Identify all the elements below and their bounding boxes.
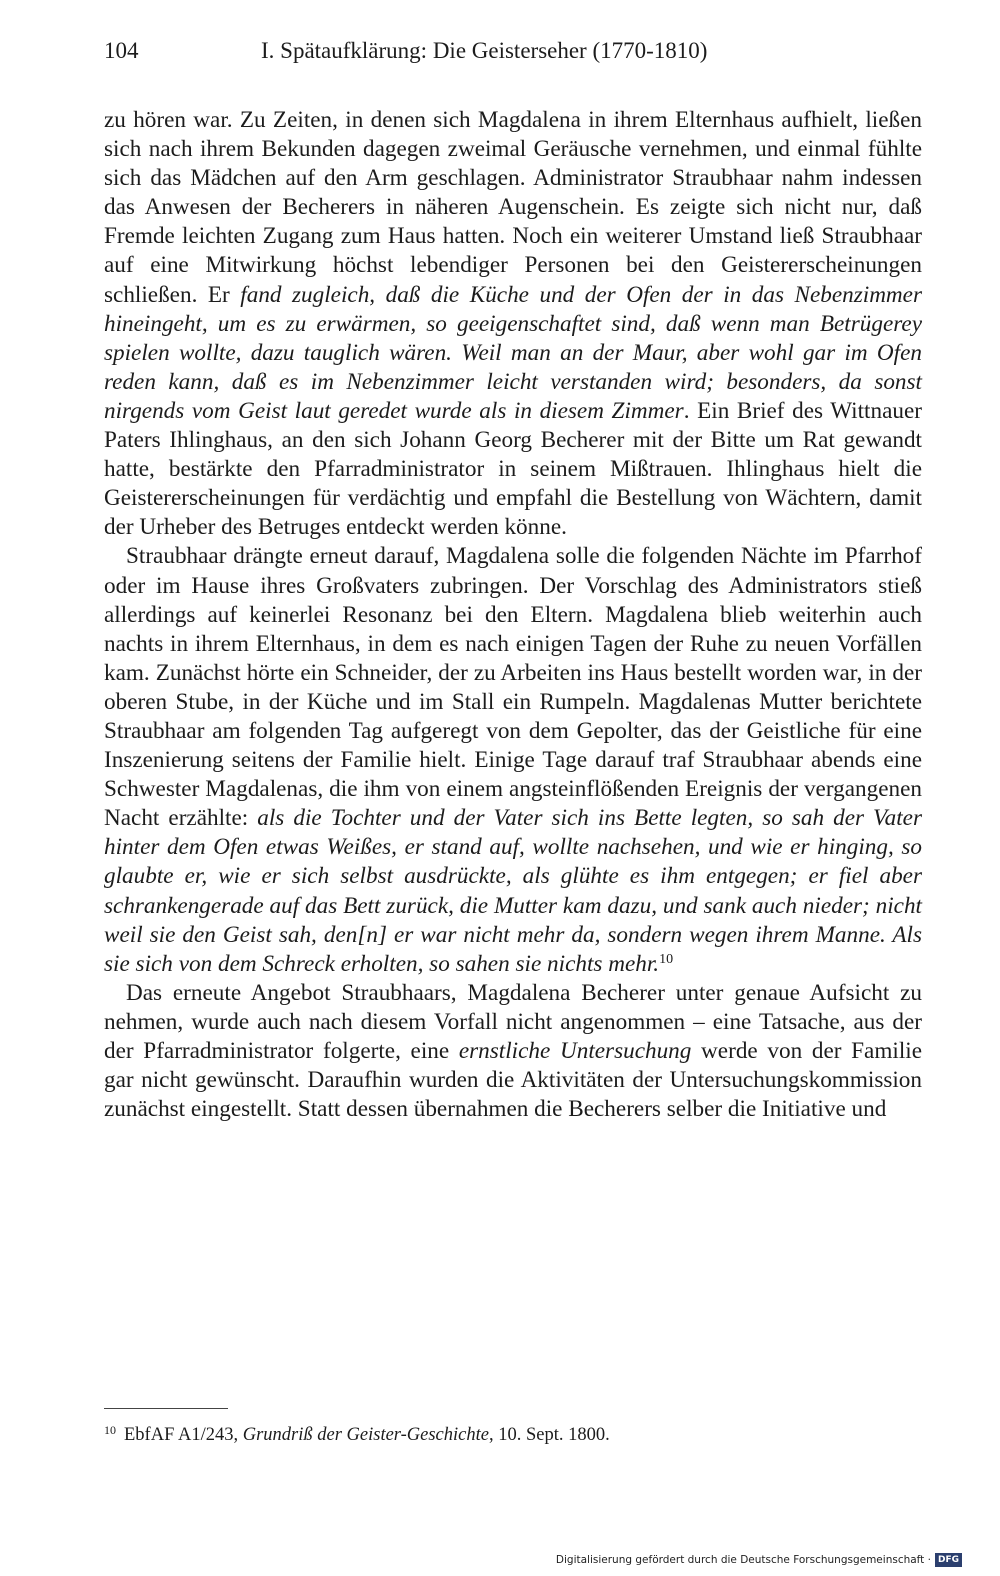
footnote: [104, 1418, 922, 1447]
footnote-reference: 10: [659, 951, 674, 967]
paragraph-2-quote: als die Tochter und der Vater sich ins Bette legten, so sah der Vater hinter dem Ofen etwas Weißes, er stand auf, wollte nachsehen, und wie er hinging, so glaubte er, wie er sich selbst ausdrückte, als glühte es ihm entgegen; er fiel aber schrankengerade auf das Bett zurück, die Mutter kam dazu, und sank auch nieder; nicht weil sie den Geist sah, den[n] er war nicht mehr da, sondern wegen ihrem Manne. Als sie sich von dem Schreck erholten, so sahen sie nichts mehr.: [104, 805, 922, 977]
paragraph-1-quote: fand zugleich, daß die Küche und der Ofen der in das Nebenzimmer hineingeht, um es zu erwärmen, so geeigenschaftet sind, daß wenn man Betrügerey spielen wollte, dazu tauglich wären. Weil man an der Maur, aber wohl gar im Ofen reden kann, daß es im Nebenzimmer leicht verstanden wird; besonders, da sonst nirgends vom Geist laut geredet wurde als in diesem Zimmer: [104, 281, 922, 424]
footnote-title: Grundriß der Geister-Geschichte: [242, 1425, 489, 1445]
paragraph-3-text-end: werde von der Familie gar nicht gewünscht. Daraufhin wurden die Aktivitäten der Untersuchungskommission zunächst eingestellt. Statt dessen übernahmen die Becherers selber die Initiative und: [104, 1038, 922, 1123]
funding-note: [556, 1550, 962, 1570]
paragraph-3-emphasis: ernstliche Untersuchung: [458, 1038, 692, 1064]
funding-note-text: Digitalisierung gefördert durch die Deutsche Forschungsgemeinschaft ·: [555, 1554, 931, 1566]
footnote-number: 10: [104, 1423, 116, 1437]
paragraph-1-text: zu hören war. Zu Zeiten, in denen sich Magdalena in ihrem Elternhaus aufhielt, ließen sich nach ihrem Bekunden dagegen zweimal Geräusche vernehmen, und einmal fühlte sich das Mädchen auf den Arm geschlagen. Administrator Straubhaar nahm indessen das Anwesen der Becherers in näheren Augenschein. Es zeigte sich nicht nur, daß Fremde leichten Zugang zum Haus hatten. Noch ein weiterer Umstand ließ Straubhaar auf eine Mitwirkung höchst lebendiger Personen bei den Geistererscheinungen schließen. Er: [104, 107, 922, 308]
paragraph-3: [104, 979, 922, 1124]
paragraph-2-text: Straubhaar drängte erneut darauf, Magdalena solle die folgenden Nächte im Pfarrhof oder im Hause ihres Großvaters zubringen. Der Vorschlag des Administrators stieß allerdings auf keinerlei Resonanz bei den Eltern. Magdalena blieb weiterhin auch nachts in ihrem Elternhaus, in dem es nach einigen Tagen der Ruhe zu neuen Vorfällen kam. Zunächst hörte ein Schneider, der zu Arbeiten ins Haus bestellt worden war, in der oberen Stube, in der Küche und im Stall ein Rumpeln. Magdalenas Mutter berichtete Straubhaar am folgenden Tag aufgeregt von dem Gepolter, das der Geistliche für eine Inszenierung seitens der Familie hielt. Einige Tage darauf traf Straubhaar abends eine Schwester Magdalenas, die ihm von einem angsteinflößenden Ereignis der vergangenen Nacht erzählte:: [104, 543, 922, 832]
running-title: I. Spätaufklärung: Die Geisterseher (1770-1810): [261, 38, 708, 63]
body-text: [104, 106, 922, 1124]
paragraph-1-text-end: . Ein Brief des Wittnauer Paters Ihlinghaus, an den sich Johann Georg Becherer mit der Bitte um Rat gewandt hatte, bestärkte den Pfarradministrator in seinem Mißtrauen. Ihlinghaus hielt die Geistererscheinungen für verdächtig und empfahl die Bestellung von Wächtern, damit der Urheber des Betruges entdeckt werden könne.: [104, 397, 922, 541]
paragraph-2: [104, 542, 922, 978]
dfg-logo: DFG: [935, 1553, 962, 1567]
footnote-source: EbfAF A1/243,: [124, 1425, 243, 1445]
paragraph-1: [104, 106, 922, 542]
footnote-divider: [104, 1408, 228, 1409]
running-head: [104, 38, 922, 72]
page-number: 104: [104, 38, 139, 63]
footnote-date: , 10. Sept. 1800.: [488, 1425, 610, 1445]
paragraph-3-text: Das erneute Angebot Straubhaars, Magdalena Becherer unter genaue Aufsicht zu nehmen, wurde auch nach diesem Vorfall nicht angenommen – eine Tatsache, aus der der Pfarradministrator folgerte, eine: [104, 979, 922, 1064]
